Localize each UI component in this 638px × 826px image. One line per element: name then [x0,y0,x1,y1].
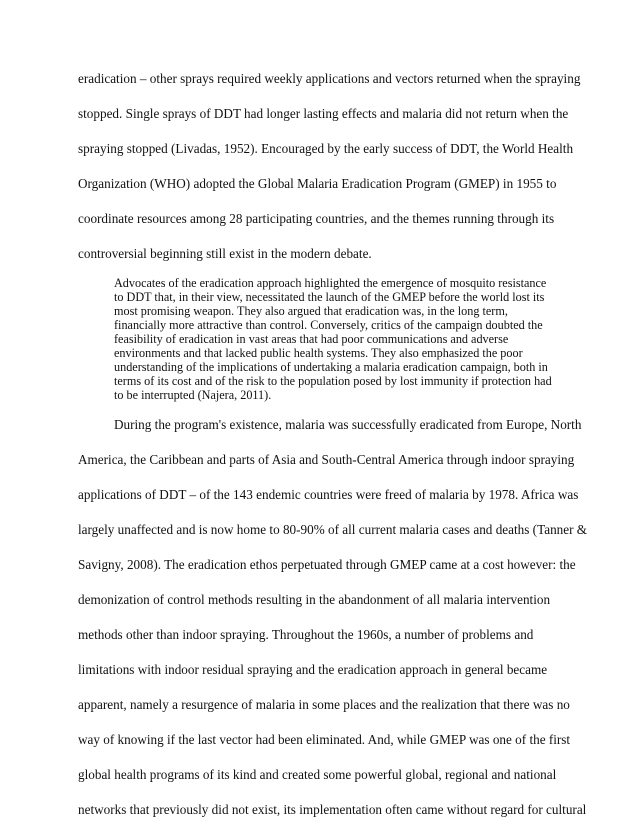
text-line: eradication – other sprays required weekly applications and vectors returned when the spraying [78,71,581,86]
text-line: During the program's existence, malaria was successfully eradicated from Europe, North [114,417,582,432]
text-line: Savigny, 2008). The eradication ethos perpetuated through GMEP came at a cost however: the [78,557,576,572]
text-line: stopped. Single sprays of DDT had longer lasting effects and malaria did not return when the [78,106,569,121]
quote-line: financially more attractive than control. Conversely, critics of the campaign doubted the [114,318,543,332]
quote-line: most promising weapon. They also argued that eradication was, in the long term, [114,304,508,318]
text-line: apparent, namely a resurgence of malaria in some places and the realization that there was no [78,697,570,712]
text-line: networks that previously did not exist, its implementation often came without regard for cultural [78,802,587,817]
text-line: Organization (WHO) adopted the Global Malaria Eradication Program (GMEP) in 1955 to [78,176,557,191]
text-line: limitations with indoor residual spraying and the eradication approach in general became [78,662,548,677]
quote-line: terms of its cost and of the risk to the population posed by lost immunity if protection had [114,374,552,388]
text-line: way of knowing if the last vector had been eliminated. And, while GMEP was one of the first [78,732,571,747]
quote-line: environments and that lacked public health systems. They also emphasized the poor [114,346,523,360]
quote-line: Advocates of the eradication approach highlighted the emergence of mosquito resistance [114,276,547,290]
text-line: controversial beginning still exist in the modern debate. [78,246,372,261]
text-line: methods other than indoor spraying. Throughout the 1960s, a number of problems and [78,627,534,642]
text-line: global health programs of its kind and created some powerful global, regional and national [78,767,557,782]
text-line: spraying stopped (Livadas, 1952). Encouraged by the early success of DDT, the World Health [78,141,574,156]
quote-line: to DDT that, in their view, necessitated the launch of the GMEP before the world lost its [114,290,545,304]
quote-line: understanding of the implications of undertaking a malaria eradication campaign, both in [114,360,548,374]
quote-line: to be interrupted (Najera, 2011). [114,388,272,402]
quote-line: feasibility of eradication in vast areas that had poor communications and adverse [114,332,509,346]
text-line: demonization of control methods resulting in the abandonment of all malaria intervention [78,592,551,607]
text-line: America, the Caribbean and parts of Asia and South-Central America through indoor spraying [78,452,575,467]
text-line: largely unaffected and is now home to 80-90% of all current malaria cases and deaths (Tanner & [78,522,588,537]
text-line: applications of DDT – of the 143 endemic countries were freed of malaria by 1978. Africa was [78,487,579,502]
text-line: coordinate resources among 28 participating countries, and the themes running through its [78,211,555,226]
